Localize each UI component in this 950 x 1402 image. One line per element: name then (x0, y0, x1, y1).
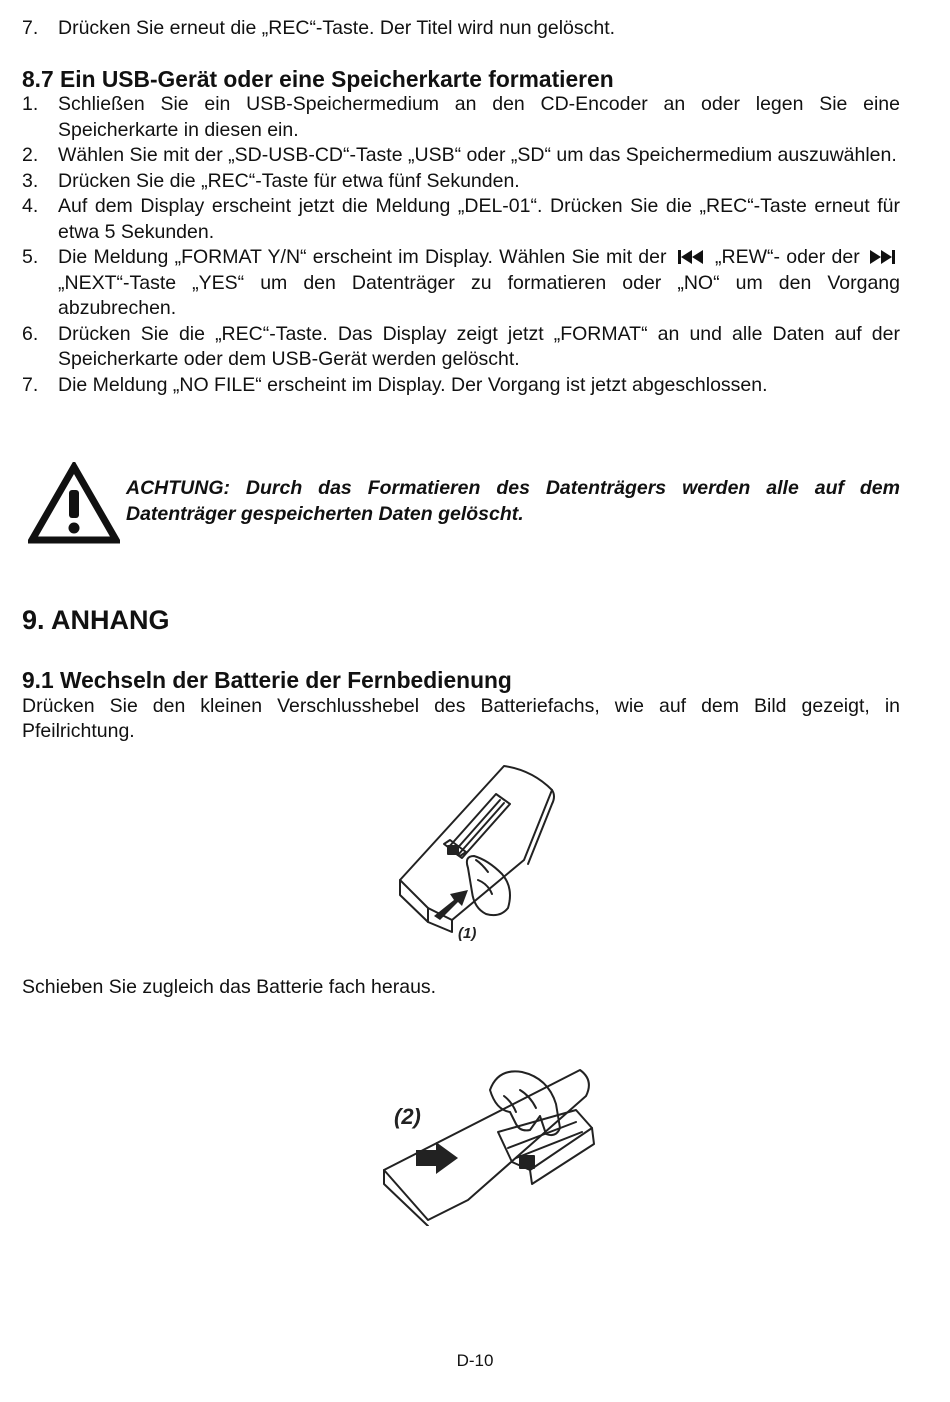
list-item (22, 194, 900, 245)
section-heading-8-7: 8.7 Ein USB-Gerät oder eine Speicherkarte formatieren (22, 65, 614, 92)
list-text: Die Meldung „NO FILE“ erscheint im Display. Der Vorgang ist jetzt abgeschlossen. (58, 373, 768, 396)
list-number: 5. (22, 246, 39, 268)
page-number: D-10 (456, 1351, 494, 1370)
document-page (22, 16, 900, 398)
figure-label: (2) (394, 1104, 421, 1129)
list-number: 4. (22, 195, 39, 217)
list-text: Wählen Sie mit der „SD-USB-CD“-Taste „USB“ oder „SD“ um das Speichermedium auszuwählen. (58, 144, 897, 166)
paragraph: Drücken Sie den kleinen Verschlusshebel des Batteriefachs, wie auf dem Bild gezeigt, in Pfeilrichtung. (22, 694, 900, 742)
remote-battery-tray-illustration (380, 1050, 606, 1226)
list-text: Drücken Sie erneut die „REC“-Taste. Der Titel wird nun gelöscht. (58, 17, 616, 39)
list-item (22, 322, 900, 373)
list-item (22, 245, 900, 322)
list-item (22, 143, 900, 169)
list-number: 1. (22, 93, 39, 115)
top-list (22, 16, 900, 42)
next-track-icon (868, 250, 898, 264)
list-text: „REW“- oder der (715, 246, 860, 268)
list-text: Auf dem Display erscheint jetzt die Meldung „DEL-01“. Drücken Sie die „REC“-Taste erneut für etwa 5 Sekunden. (58, 195, 900, 243)
list-text: Drücken Sie die „REC“-Taste für etwa fünf Sekunden. (58, 169, 520, 192)
section-heading-9: 9. ANHANG (22, 605, 170, 635)
warning-notice (28, 462, 900, 546)
remote-battery-lever-illustration (392, 760, 562, 942)
format-steps-list (22, 92, 900, 398)
list-text: Schließen Sie ein USB-Speichermedium an den CD-Encoder an oder legen Sie eine Speicherkarte in diesen ein. (58, 93, 900, 141)
warning-triangle-icon (28, 462, 120, 544)
list-item (22, 92, 900, 143)
list-item (22, 16, 900, 42)
list-text: Drücken Sie die „REC“-Taste. Das Display zeigt jetzt „FORMAT“ an und alle Daten auf der Speicherkarte oder dem USB-Gerät werden gelöscht. (58, 322, 900, 370)
list-number: 6. (22, 322, 39, 345)
section-heading-9-1: 9.1 Wechseln der Batterie der Fernbedienung (22, 667, 512, 693)
list-number: 7. (22, 373, 39, 396)
list-number: 2. (22, 144, 39, 166)
figure-label: (1) (458, 925, 477, 942)
list-text: Die Meldung „FORMAT Y/N“ erscheint im Display. Wählen Sie mit der (58, 246, 667, 268)
warning-text: ACHTUNG: Durch das Formatieren des Datenträgers werden alle auf dem Datenträger gespeicherten Daten gelöscht. (126, 477, 900, 525)
list-item (22, 169, 900, 195)
list-item (22, 373, 900, 399)
paragraph: Schieben Sie zugleich das Batterie fach heraus. (22, 976, 437, 998)
list-number: 7. (22, 17, 39, 39)
prev-track-icon (677, 250, 707, 264)
list-text: „NEXT“-Taste „YES“ um den Datenträger zu formatieren oder „NO“ um den Vorgang abzubrechen. (58, 271, 900, 319)
list-number: 3. (22, 169, 39, 192)
section-9-1 (22, 668, 900, 745)
